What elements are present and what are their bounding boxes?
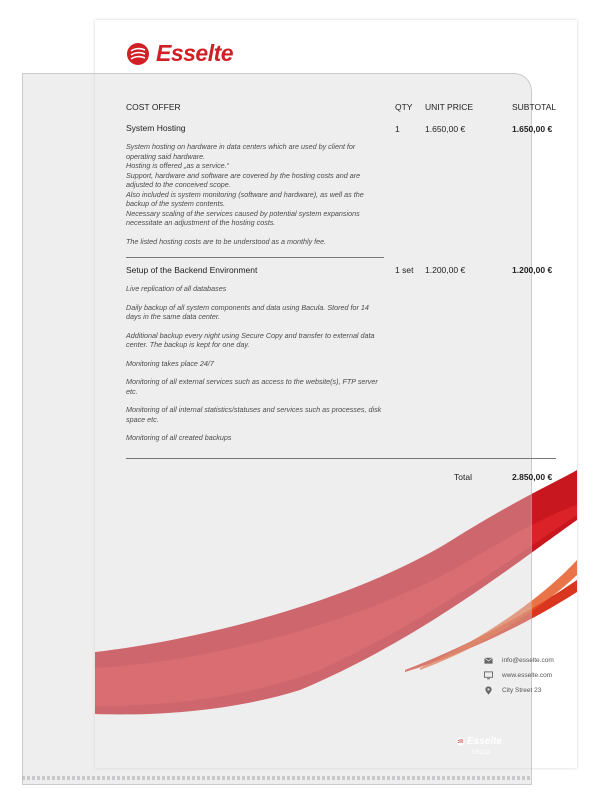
product-code: 56218 xyxy=(472,749,491,756)
header-qty: QTY xyxy=(395,102,413,112)
header-subtotal: SUBTOTAL xyxy=(512,102,557,112)
header-cost-offer: COST OFFER xyxy=(126,102,181,112)
description-backend xyxy=(126,284,384,443)
esselte-logo-icon xyxy=(126,42,150,66)
subtotal-hosting: 1.650,00 € xyxy=(512,124,553,134)
desc-line: Monitoring of all internal statistics/statuses and services such as processes, disk space etc. xyxy=(126,405,382,424)
section-divider xyxy=(126,257,384,258)
subtotal-backend: 1.200,00 € xyxy=(512,265,553,275)
desc-line: Necessary scaling of the services caused by potential system expansions necessitate an adjustment of the hosting costs. xyxy=(126,208,360,227)
location-pin-icon xyxy=(484,686,493,695)
desc-line: Hosting is offered „as a service.“ xyxy=(126,161,230,170)
email-text: info@esselte.com xyxy=(502,657,554,664)
unit-price-backend: 1.200,00 € xyxy=(425,265,466,275)
desc-line: Monitoring of all external services such as access to the website(s), FTP server etc. xyxy=(126,377,378,396)
monitor-icon xyxy=(484,671,493,680)
footer-brand-name: Esselte xyxy=(467,736,503,747)
footer-logo-icon xyxy=(456,737,465,746)
sleeve-perforation xyxy=(22,776,530,780)
envelope-icon xyxy=(484,656,493,665)
section-title-backend: Setup of the Backend Environment xyxy=(126,265,258,275)
qty-backend: 1 set xyxy=(395,265,414,275)
description-hosting xyxy=(126,142,384,246)
total-value: 2.850,00 € xyxy=(512,472,553,482)
contact-email xyxy=(484,656,554,665)
address-text: City Street 23 xyxy=(502,687,542,694)
brand-name: Esselte xyxy=(156,40,234,66)
section-title-hosting: System Hosting xyxy=(126,123,186,133)
desc-line: Monitoring takes place 24/7 xyxy=(126,358,214,368)
contact-address xyxy=(484,686,541,695)
qty-hosting: 1 xyxy=(395,124,400,134)
website-text: www.esselte.com xyxy=(502,672,553,679)
desc-line: Daily backup of all system components and data using Bacula. Stored for 14 days in the same data center. xyxy=(126,302,369,321)
header-unit-price: UNIT PRICE xyxy=(425,102,474,112)
desc-line: Additional backup every night using Secure Copy and transfer to external data center. The backup is kept for one day. xyxy=(126,330,375,349)
total-label: Total xyxy=(454,472,472,482)
desc-line: System hosting on hardware in data centers which are used by client for operating said hardware. xyxy=(126,142,356,161)
desc-line: Also included is system monitoring (software and hardware), as well as the backup of the system contents. xyxy=(126,189,364,208)
desc-line: Live replication of all databases xyxy=(126,284,227,293)
desc-line: Monitoring of all created backups xyxy=(126,433,232,442)
desc-line: The listed hosting costs are to be understood as a monthly fee. xyxy=(126,236,327,246)
contact-website xyxy=(484,671,552,680)
desc-line: Support, hardware and software are covered by the hosting costs and are adjusted to the conceived scope. xyxy=(126,170,361,189)
total-divider xyxy=(126,458,556,459)
esselte-logo xyxy=(126,40,233,67)
footer-esselte-logo xyxy=(456,736,502,747)
unit-price-hosting: 1.650,00 € xyxy=(425,124,466,134)
